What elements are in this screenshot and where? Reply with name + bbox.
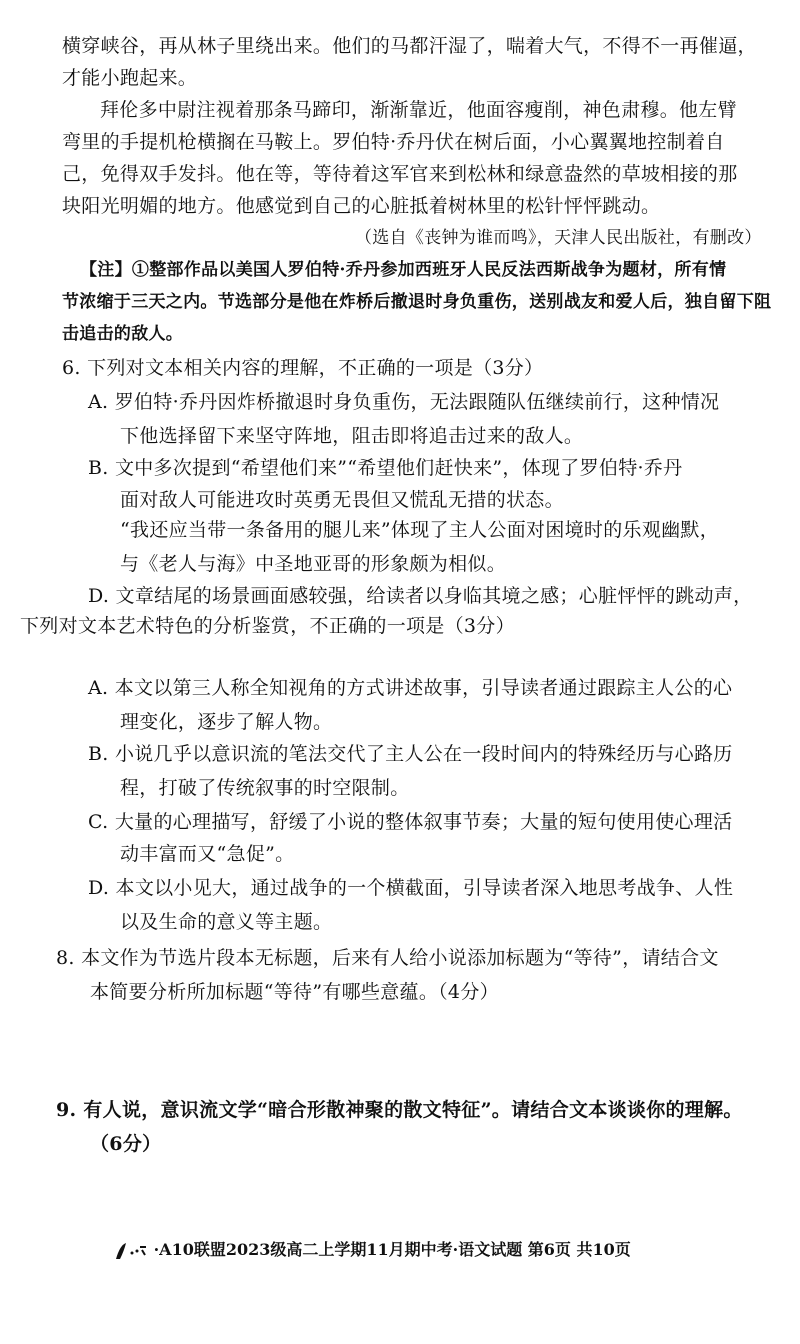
footer-text: ·A10联盟2023级高二上学期11月期中考·语文试题 第6页 共10页 (153, 1240, 631, 1259)
note-line: 节浓缩于三天之内。节选部分是他在炸桥后撤退时身负重伤，送别战友和爱人后，独自留下阻 (62, 292, 772, 312)
question-7-stem: 下列对文本艺术特色的分析鉴赏，不正确的一项是（3分） (20, 615, 515, 637)
q7-option-c-cont: 动丰富而又“急促”。 (120, 843, 295, 865)
q6-option-a-cont: 下他选择留下来坚守阵地，阻击即将追击过来的敌人。 (120, 425, 584, 447)
page-footer (112, 1237, 631, 1261)
q6-option-b: B. 文中多次提到“希望他们来”“希望他们赶快来”，体现了罗伯特·乔丹 (88, 457, 683, 479)
q7-option-b: B. 小说几乎以意识流的笔法交代了主人公在一段时间内的特殊经历与心路历 (88, 743, 733, 765)
question-8-cont: 本简要分析所加标题“等待”有哪些意蕴。（4分） (90, 981, 499, 1003)
passage-line: 才能小跑起来。 (62, 67, 198, 89)
q7-option-a-cont: 理变化，逐步了解人物。 (120, 711, 333, 733)
passage-line: 拜伦多中尉注视着那条马蹄印，渐渐靠近，他面容瘦削，神色肃穆。他左臂 (100, 99, 737, 121)
q6-option-a: A. 罗伯特·乔丹因炸桥撤退时身负重伤，无法跟随队伍继续前行，这种情况 (88, 391, 720, 413)
passage-source: （选自《丧钟为谁而鸣》，天津人民出版社，有删改） (355, 228, 762, 248)
q7-option-a: A. 本文以第三人称全知视角的方式讲述故事，引导读者通过跟踪主人公的心 (88, 677, 733, 699)
passage-line: 弯里的手提机枪横搁在马鞍上。罗伯特·乔丹伏在树后面，小心翼翼地控制着自 (62, 131, 725, 153)
q7-option-d: D. 本文以小见大，通过战争的一个横截面，引导读者深入地思考战争、人性 (88, 877, 734, 899)
question-9: 9. 有人说，意识流文学“暗合形散神聚的散文特征”。请结合文本谈谈你的理解。 (56, 1099, 743, 1121)
q7-option-d-cont: 以及生命的意义等主题。 (120, 911, 333, 933)
passage-line: 己，免得双手发抖。他在等，等待着这军官来到松林和绿意盎然的草坡相接的那 (62, 163, 738, 185)
q6-option-d: D. 文章结尾的场景画面感较强，给读者以身临其境之感；心脏怦怦的跳动声， (88, 585, 753, 607)
passage-line: 块阳光明媚的地方。他感觉到自己的心脏抵着树林里的松针怦怦跳动。 (62, 195, 661, 217)
note-line: 击追击的敌人。 (62, 324, 184, 344)
question-9-cont: （6分） (90, 1133, 162, 1155)
q7-option-b-cont: 程，打破了传统叙事的时空限制。 (120, 777, 410, 799)
q6-option-c-cont: 与《老人与海》中圣地亚哥的形象颇为相似。 (120, 553, 507, 575)
q7-option-c: C. 大量的心理描写，舒缓了小说的整体叙事节奏；大量的短句使用使心理活 (88, 811, 733, 833)
question-8: 8. 本文作为节选片段本无标题，后来有人给小说添加标题为“等待”，请结合文 (56, 947, 719, 969)
note-line: 【注】①整部作品以美国人罗伯特·乔丹参加西班牙人民反法西斯战争为题材，所有情 (80, 260, 727, 280)
q6-option-b-cont: 面对敌人可能进攻时英勇无畏但又慌乱无措的状态。 (120, 489, 564, 511)
passage-line: 横穿峡谷，再从林子里绕出来。他们的马都汗湿了，喘着大气，不得不一再催逼， (62, 35, 757, 57)
q6-option-c: “我还应当带一条备用的腿儿来”体现了主人公面对困境时的乐观幽默， (120, 519, 720, 541)
brush-logo-icon (112, 1241, 148, 1261)
question-6-stem: 6. 下列对文本相关内容的理解，不正确的一项是（3分） (62, 357, 544, 379)
